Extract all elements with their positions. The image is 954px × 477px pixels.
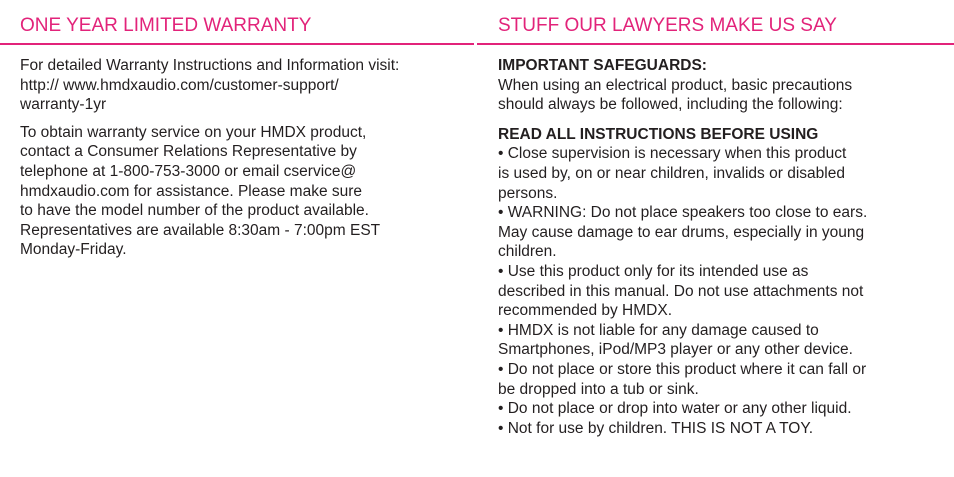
lawyers-heading: STUFF OUR LAWYERS MAKE US SAY — [477, 0, 954, 45]
safeguard-bullet — [498, 203, 944, 262]
bullet-line: • WARNING: Do not place speakers too close to ears. — [498, 204, 868, 222]
safeguard-bullet — [498, 360, 944, 399]
bullet-line: • Close supervision is necessary when this product — [498, 145, 847, 163]
warranty-service-line: Representatives are available 8:30am - 7:00pm EST — [20, 221, 381, 239]
lawyers-body — [477, 45, 954, 438]
bullet-line: described in this manual. Do not use attachments not — [498, 282, 864, 300]
warranty-section — [0, 0, 474, 260]
warranty-service-line: contact a Consumer Relations Representative by — [20, 143, 357, 161]
warranty-service-paragraph — [20, 123, 464, 260]
bullet-line: • Not for use by children. THIS IS NOT A TOY. — [498, 419, 813, 437]
bullet-line: Smartphones, iPod/MP3 player or any other device. — [498, 341, 853, 359]
warranty-heading: ONE YEAR LIMITED WARRANTY — [0, 0, 474, 45]
bullet-line: • Use this product only for its intended use as — [498, 262, 809, 280]
safeguards-line: should always be followed, including the following: — [498, 96, 843, 114]
safeguard-bullet — [498, 262, 944, 321]
safeguards-line: When using an electrical product, basic precautions — [498, 76, 853, 94]
bullet-line: persons. — [498, 184, 558, 202]
bullet-line: • HMDX is not liable for any damage caused to — [498, 321, 819, 339]
bullet-line: May cause damage to ear drums, especially in young — [498, 223, 865, 241]
warranty-service-line: hmdxaudio.com for assistance. Please make sure — [20, 182, 363, 200]
warranty-url-line: http:// www.hmdxaudio.com/customer-support/ — [20, 76, 339, 94]
warranty-url-line: warranty-1yr — [20, 96, 107, 114]
warranty-service-line: Monday-Friday. — [20, 241, 127, 259]
safeguard-bullet — [498, 144, 944, 203]
bullet-line: is used by, on or near children, invalids or disabled — [498, 164, 845, 182]
safeguard-bullet-list — [498, 144, 944, 438]
warranty-service-line: To obtain warranty service on your HMDX product, — [20, 123, 367, 141]
instructions-title: READ ALL INSTRUCTIONS BEFORE USING — [498, 125, 819, 143]
safeguards-text — [498, 76, 944, 115]
bullet-line: children. — [498, 243, 557, 261]
safeguards-title: IMPORTANT SAFEGUARDS: — [498, 57, 707, 74]
safeguard-bullet — [498, 419, 944, 439]
warranty-service-line: to have the model number of the product available. — [20, 202, 369, 220]
warranty-info-paragraph — [20, 56, 464, 115]
bullet-line: • Do not place or drop into water or any other liquid. — [498, 400, 852, 418]
lawyers-section — [477, 0, 954, 438]
warranty-info-line: For detailed Warranty Instructions and Information visit: — [20, 57, 400, 74]
warranty-body — [0, 45, 474, 260]
bullet-line: • Do not place or store this product where it can fall or — [498, 360, 867, 378]
warranty-service-line: telephone at 1-800-753-3000 or email cservice@ — [20, 162, 357, 180]
safeguard-bullet — [498, 399, 944, 419]
bullet-line: be dropped into a tub or sink. — [498, 380, 699, 398]
bullet-line: recommended by HMDX. — [498, 302, 673, 320]
safeguard-bullet — [498, 321, 944, 360]
